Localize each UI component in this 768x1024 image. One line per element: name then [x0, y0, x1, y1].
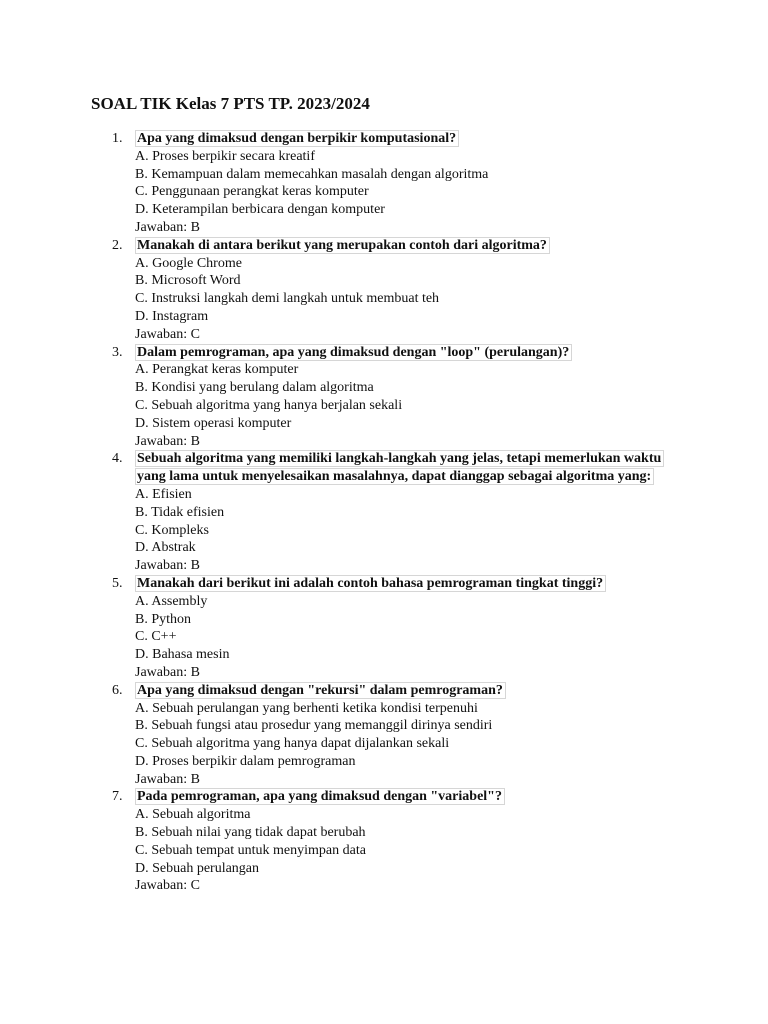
question-number: 4. [112, 451, 123, 467]
answer-key: Jawaban: B [135, 664, 200, 680]
question-text: Manakah di antara berikut yang merupakan contoh dari algoritma? [135, 237, 550, 254]
question-item [91, 130, 768, 237]
option-b: B. Sebuah nilai yang tidak dapat berubah [135, 825, 366, 841]
question-number: 7. [112, 789, 123, 805]
option-a: A. Proses berpikir secara kreatif [135, 148, 315, 164]
answer-key: Jawaban: C [135, 878, 200, 894]
question-item [91, 788, 768, 895]
option-b: B. Kemampuan dalam memecahkan masalah dengan algoritma [135, 166, 489, 182]
option-b: B. Python [135, 611, 192, 627]
question-item [91, 575, 768, 682]
question-number: 5. [112, 575, 123, 591]
option-c: C. C++ [135, 629, 177, 645]
question-text: Dalam pemrograman, apa yang dimaksud dengan "loop" (perulangan)? [135, 344, 572, 361]
question-item [91, 344, 768, 451]
option-d: D. Bahasa mesin [135, 647, 230, 663]
question-text: Manakah dari berikut ini adalah contoh bahasa pemrograman tingkat tinggi? [135, 575, 606, 592]
question-list [91, 130, 768, 895]
document-title: SOAL TIK Kelas 7 PTS TP. 2023/2024 [91, 94, 370, 113]
option-a: A. Efisien [135, 486, 192, 502]
question-number: 1. [112, 131, 123, 146]
option-d: D. Sebuah perulangan [135, 860, 260, 876]
option-a: A. Google Chrome [135, 255, 242, 271]
answer-key: Jawaban: C [135, 326, 200, 342]
option-c: C. Sebuah algoritma yang hanya berjalan sekali [135, 397, 403, 413]
question-text: Sebuah algoritma yang memiliki langkah-langkah yang jelas, tetapi memerlukan waktu yang lama untuk menyelesaikan masalahnya, dapat dianggap sebagai algoritma yang: [135, 450, 664, 485]
option-b: B. Microsoft Word [135, 273, 241, 289]
answer-key: Jawaban: B [135, 219, 200, 235]
option-a: A. Assembly [135, 593, 208, 609]
option-d: D. Sistem operasi komputer [135, 415, 292, 431]
option-a: A. Perangkat keras komputer [135, 362, 299, 378]
option-d: D. Abstrak [135, 540, 196, 556]
option-a: A. Sebuah algoritma [135, 807, 251, 823]
question-item [91, 237, 768, 344]
option-c: C. Kompleks [135, 522, 209, 538]
option-a: A. Sebuah perulangan yang berhenti ketika kondisi terpenuhi [135, 700, 478, 716]
question-number: 3. [112, 344, 123, 360]
option-c: C. Penggunaan perangkat keras komputer [135, 184, 369, 200]
option-d: D. Proses berpikir dalam pemrograman [135, 753, 356, 769]
option-c: C. Sebuah tempat untuk menyimpan data [135, 842, 366, 858]
question-item [91, 450, 768, 575]
answer-key: Jawaban: B [135, 771, 200, 787]
option-d: D. Keterampilan berbicara dengan komputer [135, 202, 385, 218]
question-text: Apa yang dimaksud dengan berpikir komputasional? [135, 130, 459, 147]
answer-key: Jawaban: B [135, 558, 200, 574]
option-c: C. Instruksi langkah demi langkah untuk membuat teh [135, 291, 440, 307]
question-number: 6. [112, 682, 123, 698]
question-number: 2. [112, 237, 123, 253]
answer-key: Jawaban: B [135, 433, 200, 449]
option-b: B. Kondisi yang berulang dalam algoritma [135, 380, 374, 396]
option-c: C. Sebuah algoritma yang hanya dapat dijalankan sekali [135, 736, 450, 752]
option-d: D. Instagram [135, 308, 209, 324]
option-b: B. Tidak efisien [135, 504, 225, 520]
option-b: B. Sebuah fungsi atau prosedur yang memanggil dirinya sendiri [135, 718, 493, 734]
question-text: Apa yang dimaksud dengan "rekursi" dalam pemrograman? [135, 682, 506, 699]
question-item [91, 682, 768, 789]
question-text: Pada pemrograman, apa yang dimaksud dengan "variabel"? [135, 788, 505, 805]
